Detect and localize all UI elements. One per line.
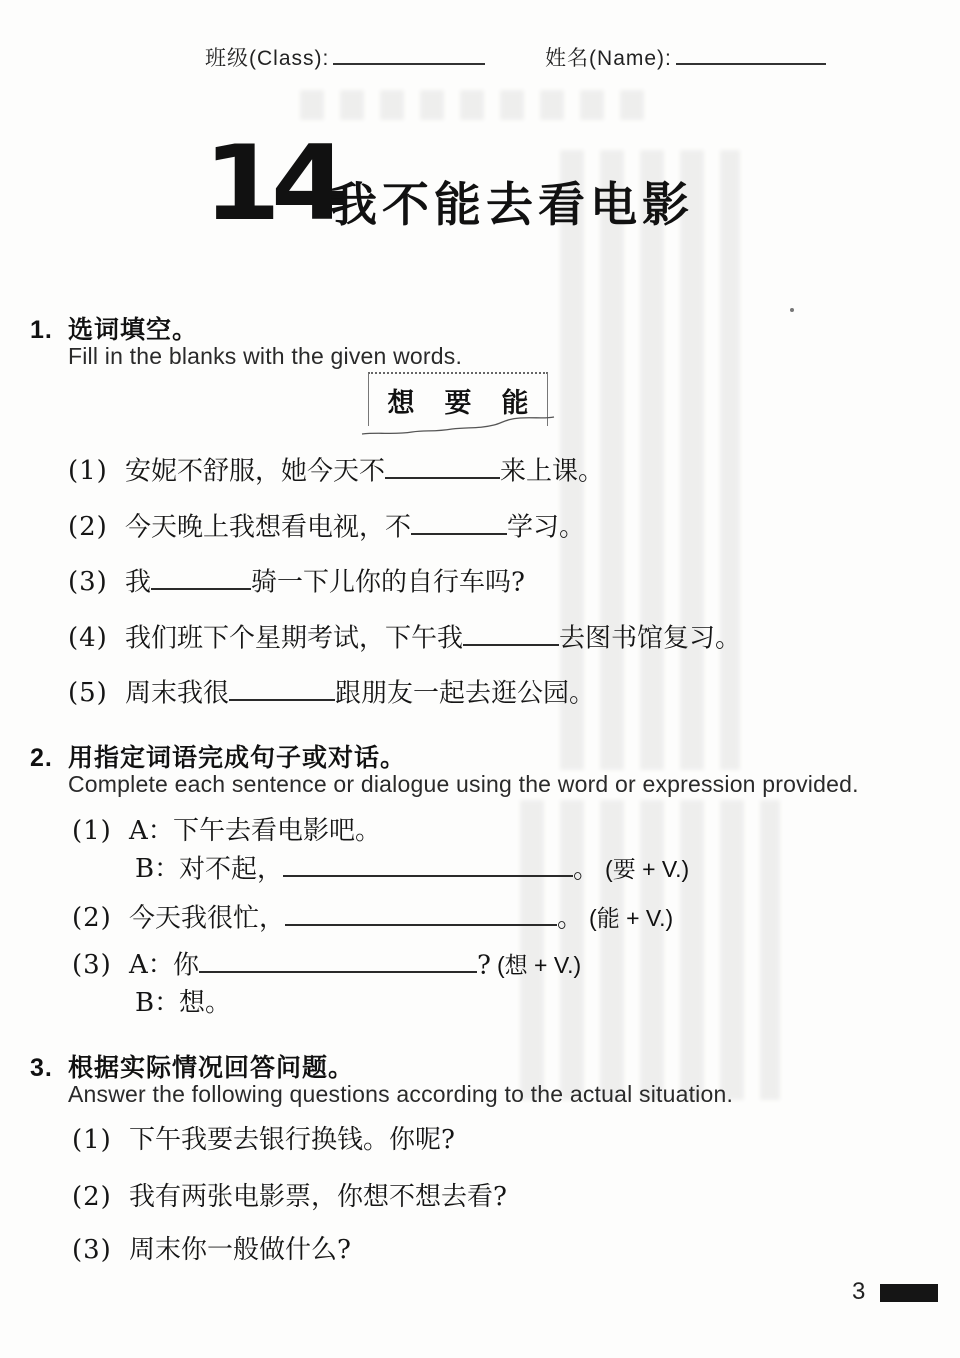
dialogue-text: 下午去看电影吧。 [173,816,382,846]
section-heading-zh: 根据实际情况回答问题。 [68,1054,355,1082]
lesson-number: 14 [203,124,339,244]
footer-bar [880,1284,938,1302]
exercise-item [68,617,741,654]
blank-line [385,450,500,479]
item-number: (3) [72,950,112,981]
word-bank-torn-edge [360,408,556,438]
item-number: (3) [72,1235,112,1265]
sentence-post: ? [477,950,491,981]
exercise-item [68,561,525,598]
hint-label: (想 + V.) [496,952,582,979]
exercise-item [72,1176,507,1213]
blank-line [229,672,335,701]
name-label: 姓名(Name): [545,47,672,70]
scan-speck [790,308,794,312]
word-bank-word: 想 [387,387,415,418]
sentence-post: 。 [557,903,584,934]
blank-line [285,897,557,926]
item-number: (1) [72,1125,112,1155]
item-number: (1) [72,816,112,846]
item-number: (2) [68,512,108,543]
bleed-through-artifact [300,90,660,120]
blank-line [151,561,251,590]
header-row [205,42,830,72]
sentence-pre: 安妮不舒服，她今天不 [125,456,386,487]
speaker-label: A： [129,816,174,846]
section-2-instruction-en: Complete each sentence or dialogue using the word or expression provided. [68,771,859,797]
exercise-item [72,810,381,847]
item-number: (5) [68,678,108,709]
page-number: 3 [852,1278,866,1305]
blank-line [283,848,573,877]
question-text: 周末你一般做什么? [129,1235,351,1265]
section-number: 2. [30,744,53,772]
sentence-pre: 今天晚上我想看电视，不 [125,512,412,543]
exercise-item [72,1229,351,1266]
hint-label: (要 + V.) [605,856,690,883]
exercise-item [72,1119,455,1156]
sentence-post: 跟朋友一起去逛公园。 [335,678,596,709]
sentence-pre: 你 [173,950,200,981]
sentence-post: 去图书馆复习。 [559,623,742,654]
section-1-heading [30,310,198,346]
sentence-pre: 我 [125,567,152,598]
section-number: 3. [30,1054,53,1082]
exercise-item [72,897,673,934]
blank-line [463,617,559,646]
section-3-instruction-en: Answer the following questions according to the actual situation. [68,1081,734,1107]
word-bank-word: 要 [444,387,472,418]
item-number: (1) [68,456,108,487]
section-1-instruction-en: Fill in the blanks with the given words. [68,343,463,369]
section-heading-zh: 用指定词语完成句子或对话。 [68,744,407,772]
class-label: 班级(Class): [205,47,330,70]
section-2-heading [30,738,406,774]
question-text: 下午我要去银行换钱。你呢? [129,1125,455,1155]
item-number: (2) [72,1182,112,1212]
section-3-heading [30,1048,354,1084]
sentence-post: 。 [573,854,600,885]
section-heading-zh: 选词填空。 [68,316,199,344]
sentence-post: 骑一下儿你的自行车吗? [251,567,525,598]
section-number: 1. [30,316,53,344]
item-number: (2) [72,903,112,934]
speaker-label: B： [135,854,181,885]
item-number: (4) [68,623,108,654]
lesson-title: 我不能去看电影 [330,178,694,231]
speaker-label: B： [135,988,181,1018]
exercise-item [68,672,595,709]
question-text: 我有两张电影票，你想不想去看? [129,1182,507,1212]
sentence-pre: 对不起， [179,854,284,885]
item-number: (3) [68,567,108,598]
sentence-pre: 今天我很忙， [129,903,286,934]
sentence-post: 来上课。 [500,456,605,487]
exercise-item [68,450,604,487]
speaker-label: A： [129,950,174,981]
sentence-post: 学习。 [507,512,586,543]
hint-label: (能 + V.) [589,905,674,932]
word-bank-word: 能 [501,387,529,418]
sentence-pre: 周末我很 [125,678,230,709]
class-blank-line [333,42,485,65]
blank-line [199,944,477,973]
exercise-item-line [72,848,689,885]
blank-line [411,506,507,535]
exercise-item-line [72,982,231,1019]
exercise-item [72,944,581,981]
exercise-item [68,506,585,543]
sentence-pre: 我们班下个星期考试，下午我 [125,623,464,654]
name-blank-line [676,42,826,65]
dialogue-text: 想。 [179,988,232,1018]
